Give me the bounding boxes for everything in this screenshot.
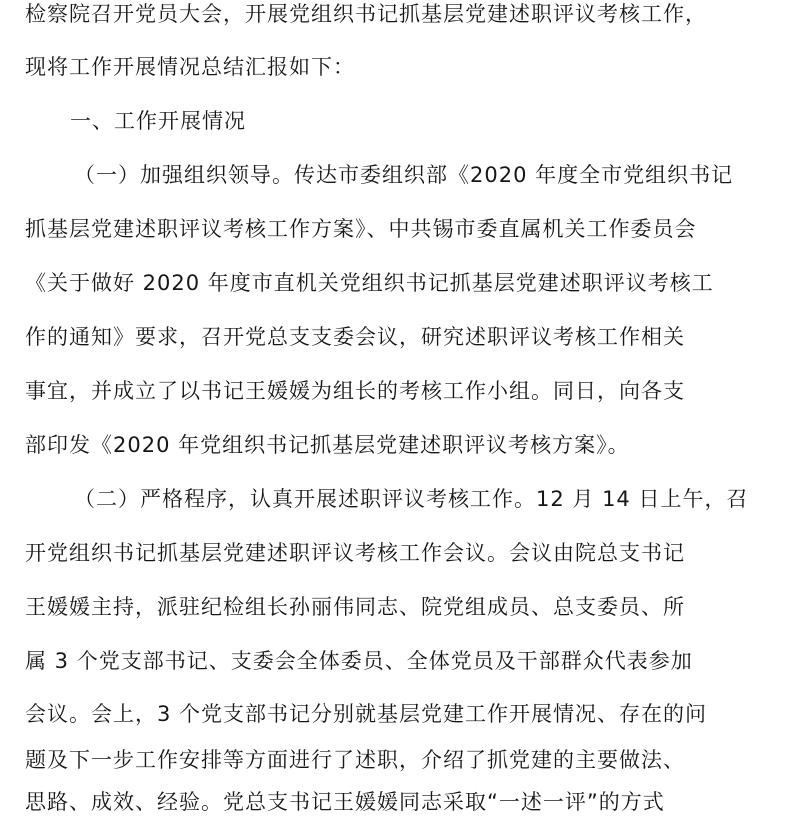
text-line: 思路、成效、经验。党总支书记王媛媛同志采取“一述一评”的方式 [25, 790, 665, 814]
text-line: （二）严格程序，认真开展述职评议考核工作。12 月 14 日上午，召 [74, 487, 749, 511]
text-line: 题及下一步工作安排等方面进行了述职，介绍了抓党建的主要做法、 [25, 748, 685, 772]
text-line: 属 3 个党支部书记、支委会全体委员、全体党员及干部群众代表参加 [25, 649, 693, 673]
text-line: 现将工作开展情况总结汇报如下： [25, 55, 355, 79]
section-heading: 一、工作开展情况 [70, 109, 246, 133]
text-line: 检察院召开党员大会，开展党组织书记抓基层党建述职评议考核工作， [25, 2, 707, 26]
text-line: 会议。会上，3 个党支部书记分别就基层党建工作开展情况、存在的问 [25, 702, 708, 726]
text-line: 事宜，并成立了以书记王媛媛为组长的考核工作小组。同日，向各支 [25, 379, 685, 403]
text-line: 开党组织书记抓基层党建述职评议考核工作会议。会议由院总支书记 [25, 541, 685, 565]
text-line: 作的通知》要求，召开党总支支委会议，研究述职评议考核工作相关 [25, 325, 685, 349]
text-line: 抓基层党建述职评议考核工作方案》、中共锡市委直属机关工作委员会 [25, 217, 697, 241]
text-line: 部印发《2020 年党组织书记抓基层党建述职评议考核方案》。 [25, 433, 630, 457]
text-line: 王媛媛主持，派驻纪检组长孙丽伟同志、院党组成员、总支委员、所 [25, 595, 685, 619]
text-line: （一）加强组织领导。传达市委组织部《2020 年度全市党组织书记 [74, 163, 734, 187]
text-line: 《关于做好 2020 年度市直机关党组织书记抓基层党建述职评议考核工 [25, 271, 714, 295]
